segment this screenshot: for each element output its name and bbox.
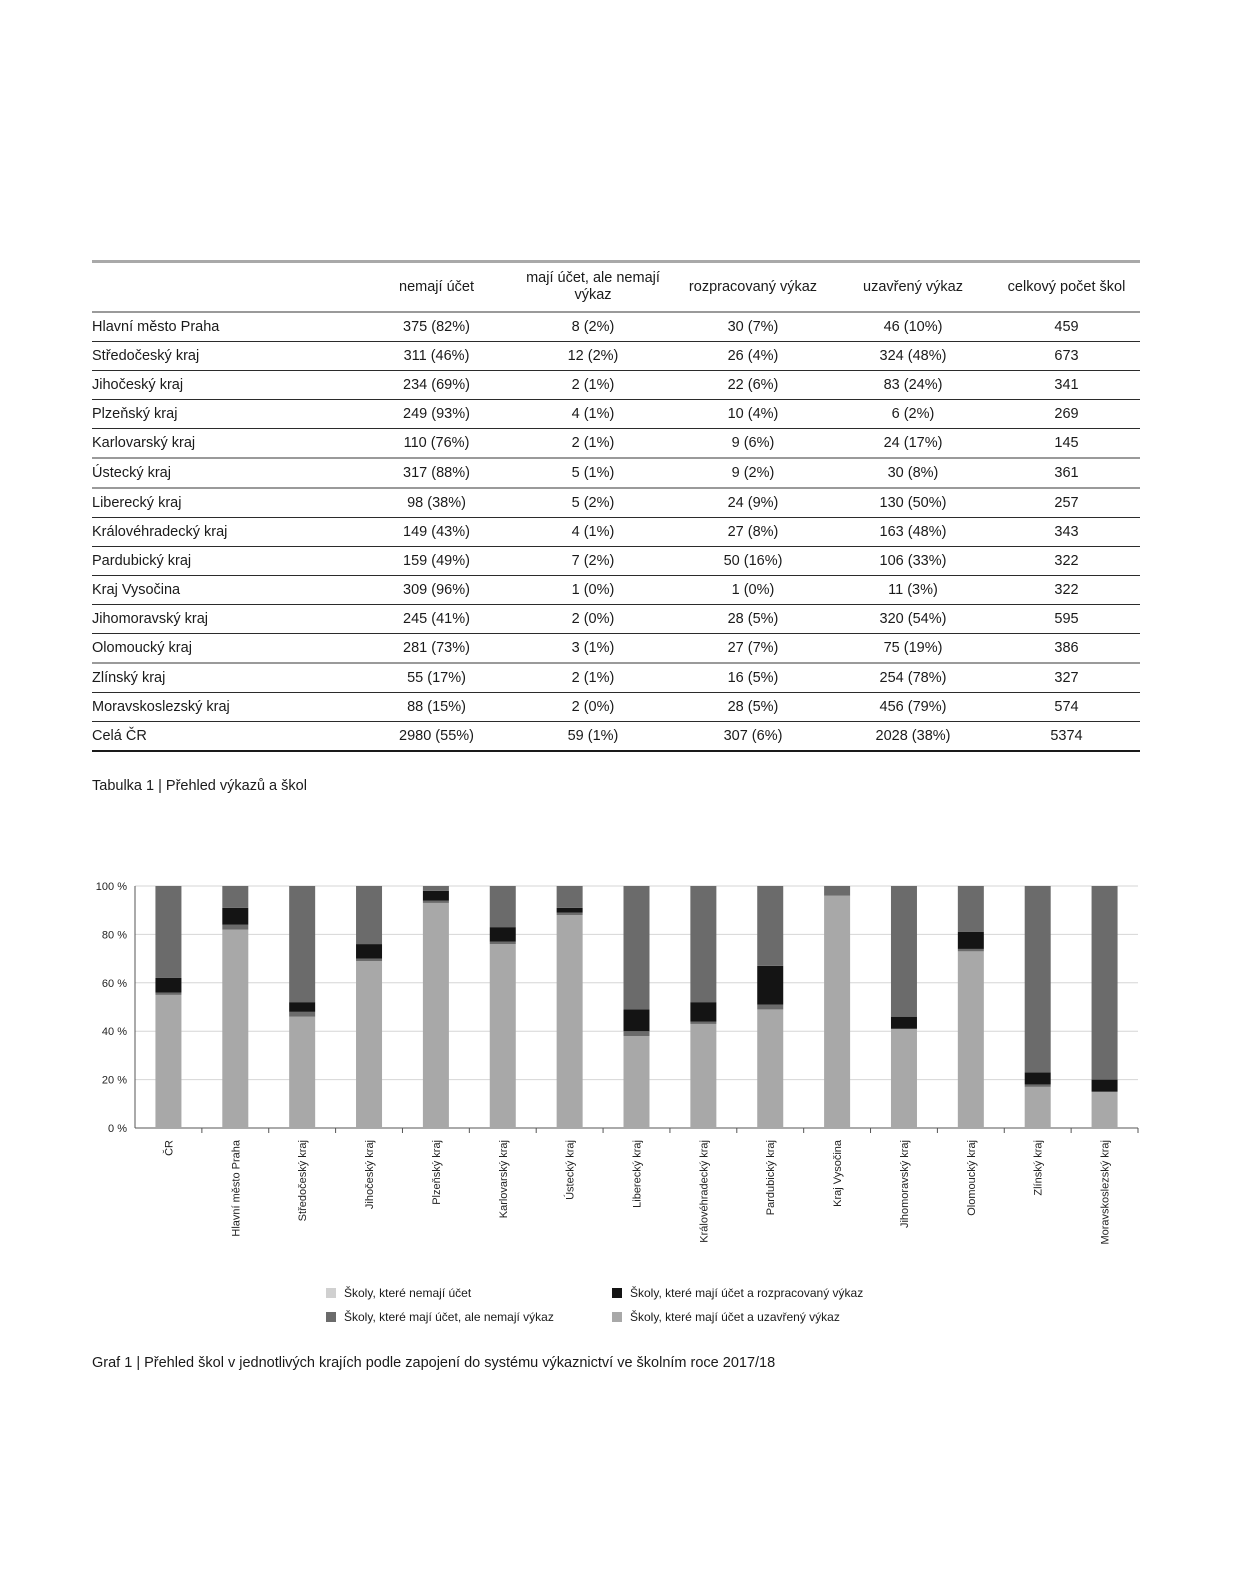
table-cell: 361 [1054, 465, 1079, 481]
table-cell: 46 (10%) [883, 319, 943, 335]
table-cell: 59 (1%) [567, 728, 619, 744]
table-cell: 83 (24%) [883, 377, 943, 393]
table-row [92, 664, 1140, 693]
bar-segment [557, 908, 583, 913]
row-label: Moravskoslezský kraj [92, 699, 230, 715]
table-cell: 9 (6%) [731, 435, 775, 451]
bar-segment [356, 959, 382, 961]
table-cell: 249 (93%) [403, 406, 470, 422]
table-cell: 163 (48%) [879, 524, 947, 540]
table-cell: 1 (0%) [571, 582, 615, 598]
bar-segment [155, 995, 181, 1128]
x-category-label: Středočeský kraj [297, 1140, 310, 1222]
table-row [92, 634, 1140, 664]
bar-segment [289, 1012, 315, 1017]
bar-segment [155, 978, 181, 993]
bar-segment [557, 913, 583, 915]
row-label: Hlavní město Praha [92, 319, 220, 335]
row-label: Královéhradecký kraj [92, 524, 228, 540]
x-category-label: Zlínský kraj [1032, 1140, 1045, 1196]
bar-segment [222, 930, 248, 1128]
x-category-label: Hlavní město Praha [230, 1140, 243, 1237]
bar-segment [624, 1009, 650, 1031]
table-cell: 234 (69%) [403, 377, 470, 393]
x-category-label: Jihomoravský kraj [898, 1140, 911, 1229]
bar-segment [356, 961, 382, 1128]
bar-segment [1025, 886, 1051, 1072]
bar-segment [690, 1024, 716, 1128]
table-cell: 26 (4%) [727, 348, 779, 364]
table-cell: 311 (46%) [403, 348, 470, 364]
table-cell: 55 (17%) [407, 670, 466, 686]
bar-segment [624, 886, 650, 1009]
table-cell: 386 [1054, 640, 1079, 656]
bar-segment [624, 1031, 650, 1036]
legend-label: Školy, které mají účet a rozpracovaný výkaz [630, 1286, 864, 1300]
table-cell: 145 [1054, 435, 1079, 451]
table-cell: 2980 (55%) [399, 728, 474, 744]
bar-segment [423, 891, 449, 901]
table-cell: 9 (2%) [731, 465, 775, 481]
row-label: Ústecký kraj [92, 465, 171, 481]
table-cell: 5 (2%) [571, 495, 615, 511]
table-cell: 327 [1054, 670, 1079, 686]
table-cell: 50 (16%) [723, 553, 783, 569]
table-cell: 24 (9%) [727, 495, 779, 511]
table-cell: 8 (2%) [571, 319, 615, 335]
legend-item-report-in-progress [612, 1286, 863, 1300]
table-cell: 254 (78%) [879, 670, 947, 686]
table-cell: 75 (19%) [883, 640, 943, 656]
legend-item-report-closed [612, 1310, 840, 1324]
table-cell: 30 (7%) [727, 319, 779, 335]
table-cell: 106 (33%) [879, 553, 947, 569]
table-cell: 1 (0%) [731, 582, 775, 598]
table-cell: 309 (96%) [403, 582, 470, 598]
table-cell: 320 (54%) [879, 611, 947, 627]
legend-label: Školy, které mají účet a uzavřený výkaz [630, 1310, 840, 1324]
bar-segment [1092, 886, 1118, 1080]
bar-segment [490, 944, 516, 1128]
bar-segment [356, 886, 382, 944]
table-header-row [92, 263, 1140, 313]
bar-segment [958, 951, 984, 1128]
bar-segment [289, 1002, 315, 1012]
bar-segment [891, 1029, 917, 1128]
legend-swatch [612, 1288, 622, 1298]
header-cell-no-account: nemají účet [399, 278, 474, 295]
table-cell: 2 (1%) [571, 670, 615, 686]
bar-segment [958, 949, 984, 951]
table-cell: 269 [1054, 406, 1079, 422]
bar-segment [490, 927, 516, 942]
table-cell: 456 (79%) [879, 699, 947, 715]
table-cell: 98 (38%) [407, 495, 466, 511]
table-cell: 130 (50%) [879, 495, 947, 511]
bar-segment [222, 908, 248, 925]
header-cell-total: celkový počet škol [1007, 278, 1126, 295]
table-cell: 343 [1054, 524, 1079, 540]
table-cell: 10 (4%) [727, 406, 779, 422]
row-label: Středočeský kraj [92, 348, 200, 364]
table-cell: 322 [1054, 553, 1079, 569]
bar-segment [824, 896, 850, 1128]
x-category-label: ČR [163, 1140, 176, 1156]
bar-segment [757, 1009, 783, 1128]
row-label: Liberecký kraj [92, 495, 182, 511]
schools-table [92, 260, 1140, 752]
y-tick-label: 0 % [108, 1123, 127, 1135]
table-cell: 307 (6%) [723, 728, 783, 744]
bar-segment [1092, 1080, 1118, 1092]
table-body [92, 313, 1140, 750]
table-row [92, 489, 1140, 518]
x-category-label: Plzeňský kraj [430, 1140, 443, 1205]
table-cell: 281 (73%) [403, 640, 470, 656]
table-row [92, 605, 1140, 634]
bar-segment [690, 1022, 716, 1024]
table-row [92, 547, 1140, 576]
table-cell: 2 (0%) [571, 699, 615, 715]
table-cell: 324 (48%) [879, 348, 947, 364]
table-row [92, 371, 1140, 400]
table-cell: 5374 [1050, 728, 1083, 744]
table-cell: 11 (3%) [888, 582, 938, 598]
table-cell: 88 (15%) [407, 699, 466, 715]
bar-segment [222, 886, 248, 908]
table-cell: 4 (1%) [571, 406, 615, 422]
row-label: Jihočeský kraj [92, 377, 184, 393]
bar-segment [690, 1002, 716, 1021]
table-cell: 341 [1054, 377, 1079, 393]
y-tick-label: 100 % [95, 881, 127, 893]
table-cell: 30 (8%) [887, 465, 939, 481]
table-cell: 574 [1054, 699, 1079, 715]
y-tick-label: 80 % [101, 929, 127, 942]
bar-segment [757, 886, 783, 966]
table-row [92, 518, 1140, 547]
legend-swatch [612, 1312, 622, 1322]
x-category-label: Pardubický kraj [765, 1140, 778, 1216]
table-cell: 595 [1054, 611, 1079, 627]
legend-swatch [326, 1312, 336, 1322]
table-cell: 459 [1054, 319, 1079, 335]
x-category-label: Karlovarský kraj [497, 1140, 510, 1219]
row-label: Celá ČR [92, 728, 147, 744]
bar-segment [1025, 1084, 1051, 1086]
y-tick-label: 20 % [101, 1074, 127, 1087]
table-cell: 317 (88%) [403, 465, 470, 481]
table-cell: 257 [1054, 495, 1079, 511]
x-category-label: Kraj Vysočina [832, 1140, 845, 1207]
bar-segment [356, 944, 382, 959]
table-cell: 16 (5%) [727, 670, 779, 686]
table-cell: 5 (1%) [571, 465, 615, 481]
y-tick-label: 40 % [101, 1026, 127, 1039]
bar-segment [757, 1005, 783, 1010]
header-cell-report-in-progress: rozpracovaný výkaz [688, 278, 818, 295]
bar-segment [289, 1017, 315, 1128]
table-row [92, 576, 1140, 605]
bar-segment [155, 886, 181, 978]
table-bottom-rule [92, 750, 1140, 752]
table-cell: 2 (0%) [571, 611, 615, 627]
table-cell: 2 (1%) [571, 435, 615, 451]
table-cell: 245 (41%) [403, 611, 470, 627]
chart-caption: Graf 1 | Přehled škol v jednotlivých krajích podle zapojení do systému výkaznictví ve školním roce 2017/18 [92, 1355, 776, 1371]
table-cell: 6 (2%) [891, 406, 935, 422]
table-row [92, 722, 1140, 750]
bar-segment [490, 886, 516, 927]
table-cell: 4 (1%) [571, 524, 615, 540]
bar-segment [423, 901, 449, 903]
table-row [92, 400, 1140, 429]
table-cell: 7 (2%) [571, 553, 615, 569]
table-cell: 22 (6%) [727, 377, 779, 393]
row-label: Zlínský kraj [92, 670, 166, 686]
table-cell: 2028 (38%) [875, 728, 951, 744]
table-cell: 375 (82%) [403, 319, 470, 335]
stacked-bar-chart [0, 870, 1240, 1290]
table-cell: 24 (17%) [883, 435, 943, 451]
table-caption: Tabulka 1 | Přehled výkazů a škol [92, 778, 307, 794]
bar-segment [1025, 1072, 1051, 1084]
row-label: Olomoucký kraj [92, 640, 192, 656]
header-cell-account-no-report: mají účet, ale nemají výkaz [526, 270, 660, 303]
x-category-label: Jihočeský kraj [364, 1140, 377, 1210]
bar-segment [155, 992, 181, 994]
legend-swatch [326, 1288, 336, 1298]
row-label: Pardubický kraj [92, 553, 192, 569]
table-cell: 28 (5%) [727, 699, 779, 715]
table-cell: 28 (5%) [727, 611, 779, 627]
table-cell: 110 (76%) [403, 435, 470, 451]
x-category-label: Královéhradecký kraj [698, 1140, 711, 1243]
bar-segment [423, 903, 449, 1128]
bar-segment [1025, 1087, 1051, 1128]
bar-segment [891, 886, 917, 1017]
table-cell: 27 (7%) [727, 640, 779, 656]
x-category-label: Olomoucký kraj [965, 1140, 978, 1216]
bar-segment [958, 932, 984, 949]
bar-segment [624, 1036, 650, 1128]
row-label: Plzeňský kraj [92, 406, 178, 422]
table-row [92, 693, 1140, 722]
legend-item-account-no-report [326, 1310, 554, 1324]
x-category-label: Ústecký kraj [564, 1140, 577, 1200]
table-cell: 322 [1054, 582, 1079, 598]
table-cell: 3 (1%) [571, 640, 615, 656]
row-label: Jihomoravský kraj [92, 611, 209, 627]
table-row [92, 313, 1140, 342]
header-cell-report-closed: uzavřený výkaz [863, 278, 963, 295]
bar-segment [557, 886, 583, 908]
table-cell: 12 (2%) [567, 348, 619, 364]
bar-segment [824, 886, 850, 896]
bar-segment [757, 966, 783, 1005]
table-cell: 149 (43%) [403, 524, 470, 540]
x-category-label: Liberecký kraj [631, 1140, 644, 1208]
row-label: Karlovarský kraj [92, 435, 196, 451]
bar-segment [690, 886, 716, 1002]
table-cell: 27 (8%) [727, 524, 779, 540]
row-label: Kraj Vysočina [92, 582, 181, 598]
legend-label: Školy, které nemají účet [344, 1286, 472, 1300]
bar-segment [222, 925, 248, 930]
bar-segment [423, 886, 449, 891]
legend-label: Školy, které mají účet, ale nemají výkaz [344, 1310, 554, 1324]
table-row [92, 459, 1140, 489]
legend-item-no-account [326, 1286, 471, 1300]
table-row [92, 342, 1140, 371]
table-cell: 2 (1%) [571, 377, 615, 393]
table-row [92, 429, 1140, 459]
y-tick-label: 60 % [101, 977, 127, 990]
bar-segment [891, 1017, 917, 1029]
x-category-label: Moravskoslezský kraj [1099, 1140, 1112, 1245]
bar-segment [958, 886, 984, 932]
table-cell: 673 [1054, 348, 1079, 364]
bar-segment [1092, 1092, 1118, 1128]
bar-segment [557, 915, 583, 1128]
bar-segment [490, 942, 516, 944]
table-cell: 159 (49%) [403, 553, 470, 569]
bar-segment [289, 886, 315, 1002]
